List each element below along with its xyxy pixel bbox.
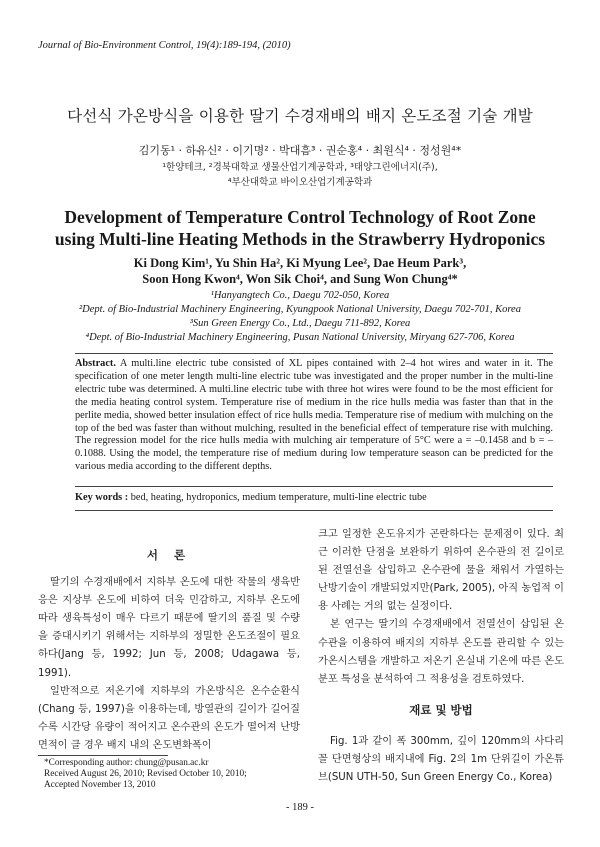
english-affiliation-1: ¹Hanyangtech Co., Daegu 702-050, Korea xyxy=(210,290,390,301)
english-authors-line2: Soon Hong Kwon⁴, Won Sik Choi⁴, and Sung Won Chung⁴* xyxy=(142,272,458,286)
abstract-text: A multi.line electric tube consisted of XL pipes contained with 2–4 hot wires and water in it. The specification of one meter length multi-line electric tube was investigated and the proper number in the multi-line electric tube was determined. A multi.line electric tube with three hot wires were found to be the most efficient for the media heating control system. Temperature rise of medium in the rice hulls media was faster than that in the perlite media, showed better insulation effect of rice hulls media. Temperature rise of medium with mulching on the top of the bed was faster than without mulching, resulted in the beneficial effect of temperature rise with mulching. The regression model for the rice hulls media with mulching air temperature of 5°C were a = –0.1458 and b = –0.1088. Using the model, the temperature rise of medium during low temperature season can be predicted for the various media according to the different depths. xyxy=(75,358,553,473)
korean-affiliation-line2: ⁴부산대학교 바이오산업기계공학과 xyxy=(227,177,373,188)
footnote-rule xyxy=(38,755,168,756)
body-paragraph: 일반적으로 저온기에 지하부의 가온방식은 온수순환식(Chang 등, 1997)을 이용하는데, 방열관의 길이가 길어질수록 시간당 유량이 적어지고 온수관의 온도가 떨어져 난방면적이 클 경우 배지 내의 온도변화폭이 xyxy=(38,685,300,751)
english-affiliation-4: ⁴Dept. of Bio-Industrial Machinery Engineering, Pusan National University, Miryang 627-706, Korea xyxy=(85,332,515,343)
footnote-accepted: Accepted November 13, 2010 xyxy=(44,780,156,790)
divider-top xyxy=(75,353,553,354)
section-heading-methods: 재료 및 방법 xyxy=(409,702,473,717)
footnote-received: Received August 26, 2010; Revised October 10, 2010; xyxy=(44,769,247,779)
english-authors-line1: Ki Dong Kim¹, Yu Shin Ha², Ki Myung Lee², Dae Heum Park³, xyxy=(133,256,467,270)
english-affiliation-2: ²Dept. of Bio-Industrial Machinery Engineering, Kyungpook National University, Daegu 702-701, Korea xyxy=(79,304,521,315)
korean-affiliation-line1: ¹한양테크, ²경북대학교 생물산업기계공학과, ³태양그린에너지(주), xyxy=(162,162,438,173)
abstract-block xyxy=(75,358,553,474)
divider-bottom xyxy=(75,510,553,511)
section-heading-introduction: 서 론 xyxy=(146,548,192,562)
body-paragraph: 딸기의 수경재배에서 지하부 온도에 대한 작물의 생육반응은 지상부 온도에 비하여 더욱 민감하고, 지하부 온도에 따라 생육특성이 매우 다르기 때문에 딸기의 품질 및 수량을 증대시키기 위해서는 지하부의 정밀한 온도조절이 필요하다(Jang 등, 1992; Jun 등, 2008; Udagawa 등, 1991). xyxy=(38,577,300,679)
english-affiliation-3: ³Sun Green Energy Co., Ltd., Daegu 711-892, Korea xyxy=(189,318,411,329)
divider-middle xyxy=(75,486,553,487)
body-paragraph: Fig. 1과 같이 폭 300mm, 깊이 120mm의 사다리꼴 단면형상의 배지내에 Fig. 2의 1m 단위길이 가온튜브(SUN UTH-50, Sun Green Energy Co., Korea) xyxy=(318,735,564,784)
footnote-corresponding-author: *Corresponding author: chung@pusan.ac.kr xyxy=(44,758,209,768)
footnote xyxy=(44,758,247,791)
journal-citation: Journal of Bio-Environment Control, 19(4):189-194, (2010) xyxy=(38,40,291,51)
korean-title: 다선식 가온방식을 이용한 딸기 수경재배의 배지 온도조절 기술 개발 xyxy=(67,107,533,125)
keywords-text: bed, heating, hydroponics, medium temperature, multi-line electric tube xyxy=(130,492,427,503)
abstract-label: Abstract. xyxy=(75,358,116,369)
english-title-line2: using Multi-line Heating Methods in the Strawberry Hydroponics xyxy=(54,229,546,249)
keywords-block xyxy=(75,492,553,503)
keywords-label: Key words : xyxy=(75,492,129,503)
korean-authors: 김기동¹ · 하유신² · 이기명² · 박대흠³ · 권순홍⁴ · 최원식⁴ · 정성원⁴* xyxy=(138,144,462,157)
body-paragraph: 본 연구는 딸기의 수경재배에서 전열선이 삽입된 온수관을 이용하여 배지의 지하부 온도를 관리할 수 있는 가온시스템을 개발하고 저온기 온실내 기온에 따른 온도분포 특성을 분석하여 그 적용성을 검토하였다. xyxy=(318,619,564,685)
page-number: - 189 - xyxy=(286,802,314,813)
body-right-column xyxy=(318,526,564,787)
body-left-column xyxy=(38,546,300,755)
english-title-line1: Development of Temperature Control Technology of Root Zone xyxy=(64,207,536,227)
body-paragraph: 크고 일정한 온도유지가 곤란하다는 문제점이 있다. 최근 이러한 단점을 보완하기 위하여 온수관의 전 길이로 된 전열선을 삽입하고 온수관에 물을 채워서 가열하는 난방기술이 개발되었지만(Park, 2005), 아직 농업적 이용 사례는 거의 없는 실정이다. xyxy=(318,529,564,613)
